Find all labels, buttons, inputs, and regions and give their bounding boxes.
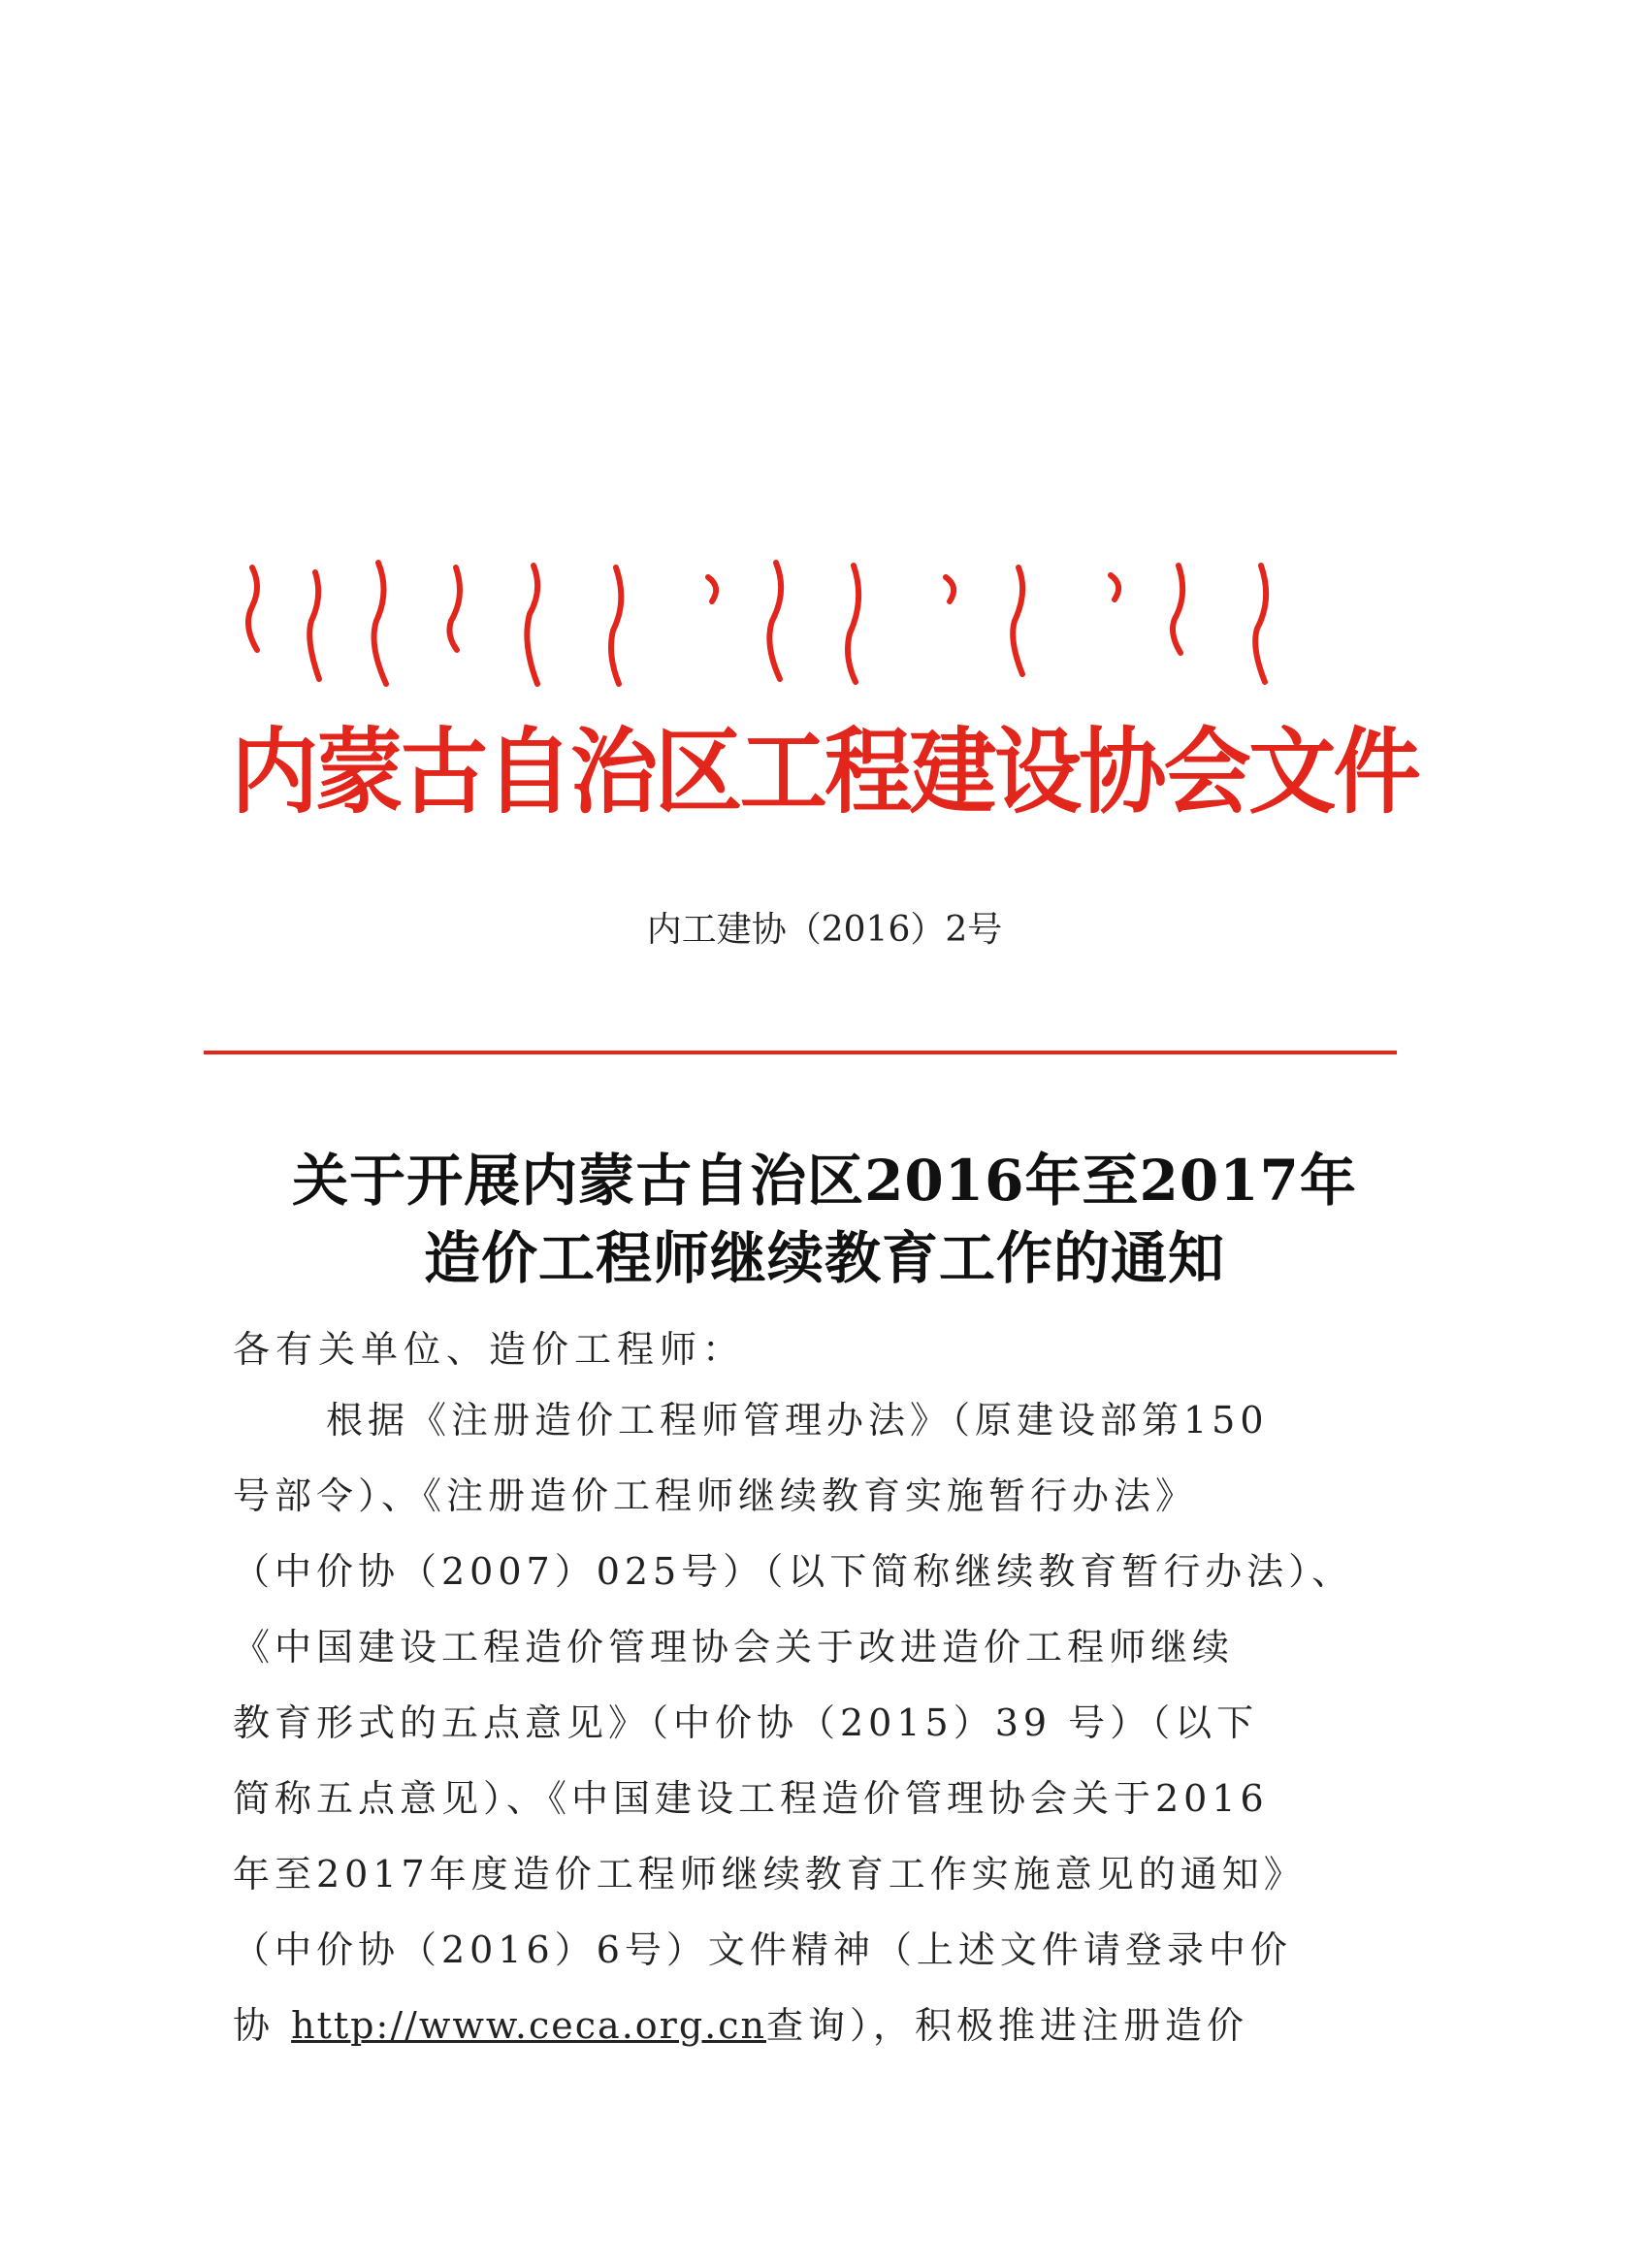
body-line-prefix: 协 [233, 2004, 275, 2047]
notice-title-line2: 造价工程师继续教育工作的通知 [423, 1225, 1225, 1291]
body-line: 教育形式的五点意见》（中价协（2015）39 号）（以下 [233, 1701, 1259, 1744]
body-line: （中价协（2007）025号）（以下简称继续教育暂行办法）、 [233, 1550, 1354, 1593]
mongol-glyph [848, 566, 858, 682]
mongol-glyph [946, 577, 954, 601]
salutation: 各有关单位、造价工程师： [233, 1328, 746, 1371]
body-line: 号部令）、《注册造价工程师继续教育实施暂行办法》 [233, 1474, 1198, 1517]
mongolian-script-graphic [233, 558, 1348, 694]
mongol-glyph [1173, 566, 1182, 653]
body-line: 简称五点意见）、《中国建设工程造价管理协会关于2016 [233, 1777, 1269, 1820]
body-line: 根据《注册造价工程师管理办法》（原建设部第150 [326, 1399, 1269, 1442]
mongolian-script-line [233, 558, 1348, 694]
body-line: 《中国建设工程造价管理协会关于改进造价工程师继续 [233, 1626, 1235, 1669]
organization-title: 内蒙古自治区工程建设协会文件 [231, 717, 1418, 826]
document-number: 内工建协（2016）2号 [646, 910, 1003, 950]
mongol-glyph [1013, 567, 1022, 674]
body-line: （中价协（2016）6号）文件精神（上述文件请登录中价 [233, 1928, 1292, 1971]
header-divider [204, 1051, 1397, 1054]
notice-title-line1: 关于开展内蒙古自治区2016年至2017年 [292, 1148, 1357, 1214]
mongol-glyph [1255, 566, 1266, 682]
mongol-glyph [1111, 575, 1118, 599]
mongol-glyph [611, 567, 621, 684]
mongol-glyph [374, 563, 386, 684]
mongol-glyph [449, 567, 460, 650]
mongol-glyph [708, 577, 716, 601]
body-line-with-link [233, 1988, 1290, 2063]
ceca-website-link[interactable]: http://www.ceca.org.cn [291, 2004, 766, 2047]
body-line-suffix: 查询），积极推进注册造价 [766, 2004, 1249, 2047]
mongol-glyph [769, 563, 781, 679]
mongol-glyph [309, 572, 319, 679]
mongol-glyph [248, 567, 257, 650]
body-line: 年至2017年度造价工程师继续教育工作实施意见的通知》 [233, 1853, 1306, 1895]
mongol-glyph [527, 566, 537, 684]
